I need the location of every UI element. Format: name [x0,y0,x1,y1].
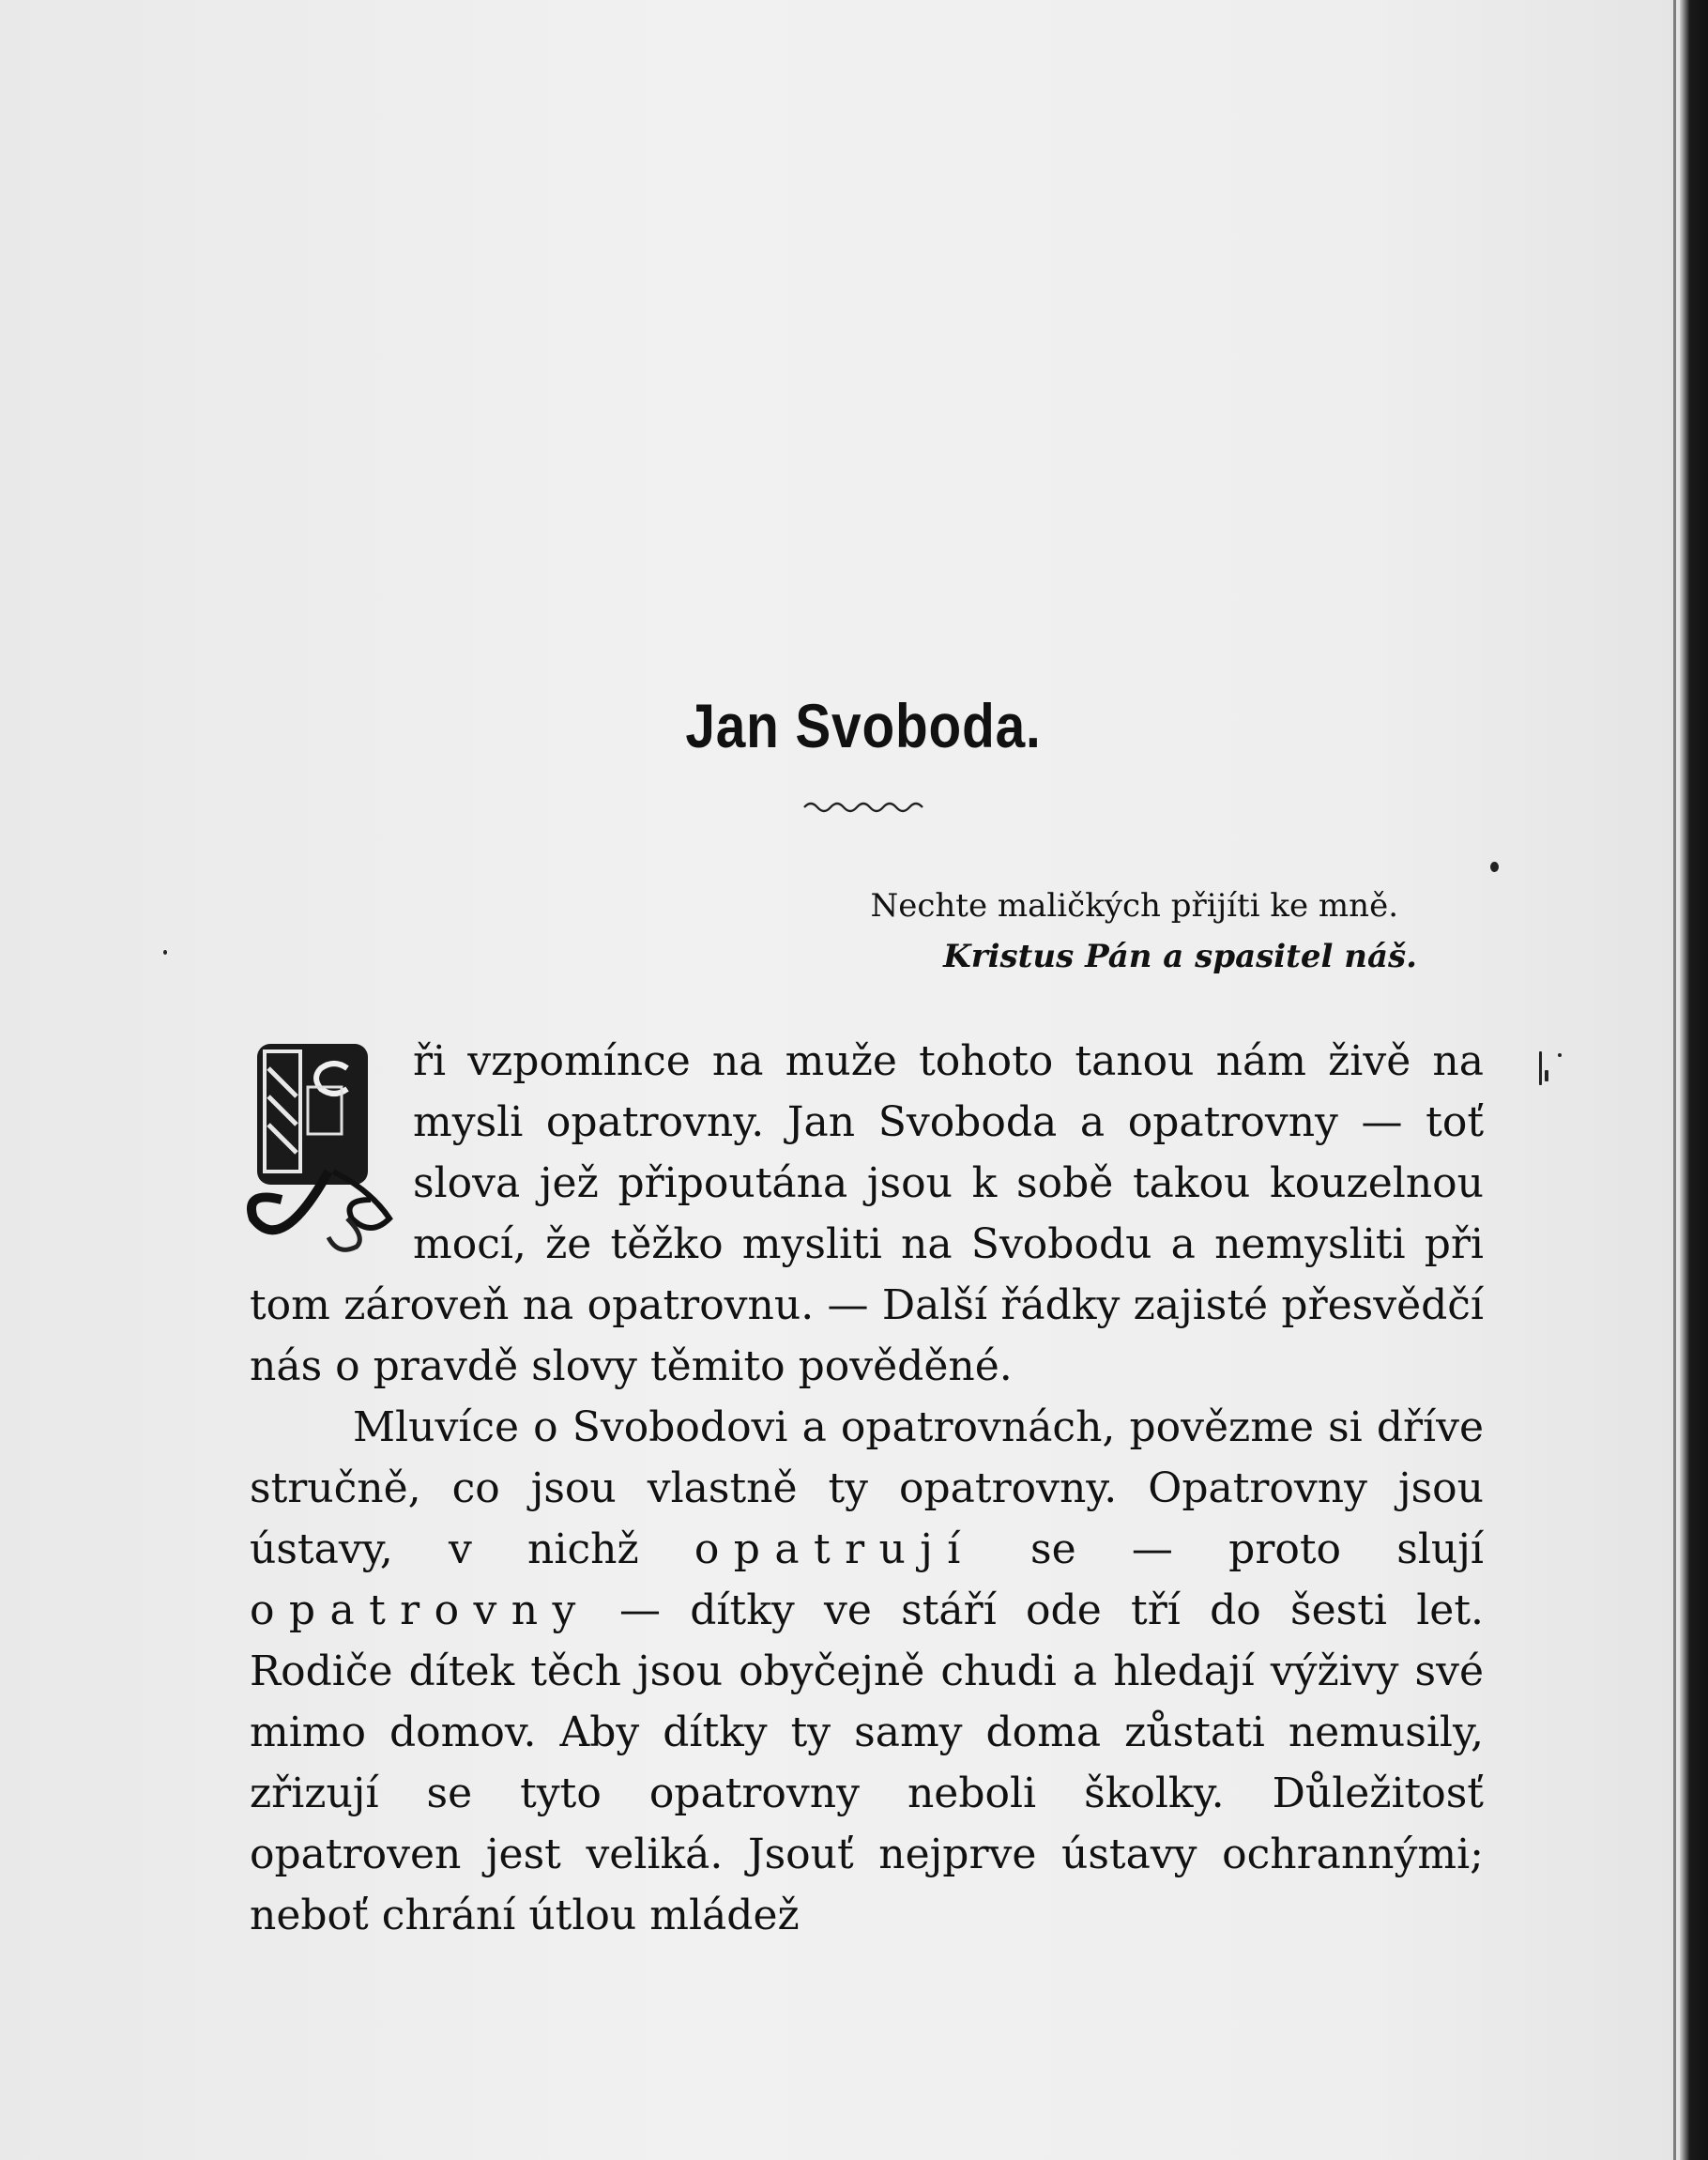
decorative-dropcap [244,1031,396,1254]
wavy-rule-ornament [802,798,926,817]
speck [1539,1051,1542,1085]
epigraph-quote: Nechte maličkých přijíti ke mně. [870,887,1398,925]
speck [1545,1070,1548,1081]
paragraph-2-part-2: se — proto slují [1030,1525,1484,1573]
page-title: Jan Svoboda. [685,691,1042,760]
emphasis-opatruji: opatrují [694,1525,975,1573]
binding-edge [1680,0,1708,2160]
paragraph-2-part-1: Mluvíce o Svobodovi a opatrovnách, povězme si dříve stručně, co jsou vlastně ty opatrovny. Opatrovny jsou ústavy, v nichž [250,1403,1484,1573]
body-text [250,1031,1484,1946]
paragraph-2 [250,1397,1484,1946]
paragraph-2-part-3: — dítky ve stáří ode tří do šesti let. Rodiče dítek těch jsou obyčejně chudi a hledají výživy své mimo domov. Aby dítky ty samy doma zůstati nemusily, zřizují se tyto opatrovny neboli školky. Důležitosť opatroven jest veliká. Jsouť nejprve ústavy ochrannými; neboť chrání útlou mládež [250,1586,1484,1939]
speck [1490,862,1499,872]
speck [1558,1053,1562,1057]
page-edge-line [1673,0,1676,2160]
epigraph-author: Kristus Pán a spasitel náš. [943,938,1417,975]
speck [163,950,167,955]
epigraph [870,881,1417,982]
paragraph-1-text: ři vzpomínce na muže tohoto tanou nám živě na mysli opatrovny. Jan Svoboda a opatrovny — toť slova jež připoutána jsou k sobě takou kouzelnou mocí, že těžko mysliti na Svobodu a nemysliti při tom zároveň na opatrovnu. — Další řádky zajisté přesvědčí nás o pravdě slovy těmito pověděné. [250,1037,1484,1390]
emphasis-opatrovny: opatrovny [250,1586,590,1634]
paragraph-1 [250,1031,1484,1397]
